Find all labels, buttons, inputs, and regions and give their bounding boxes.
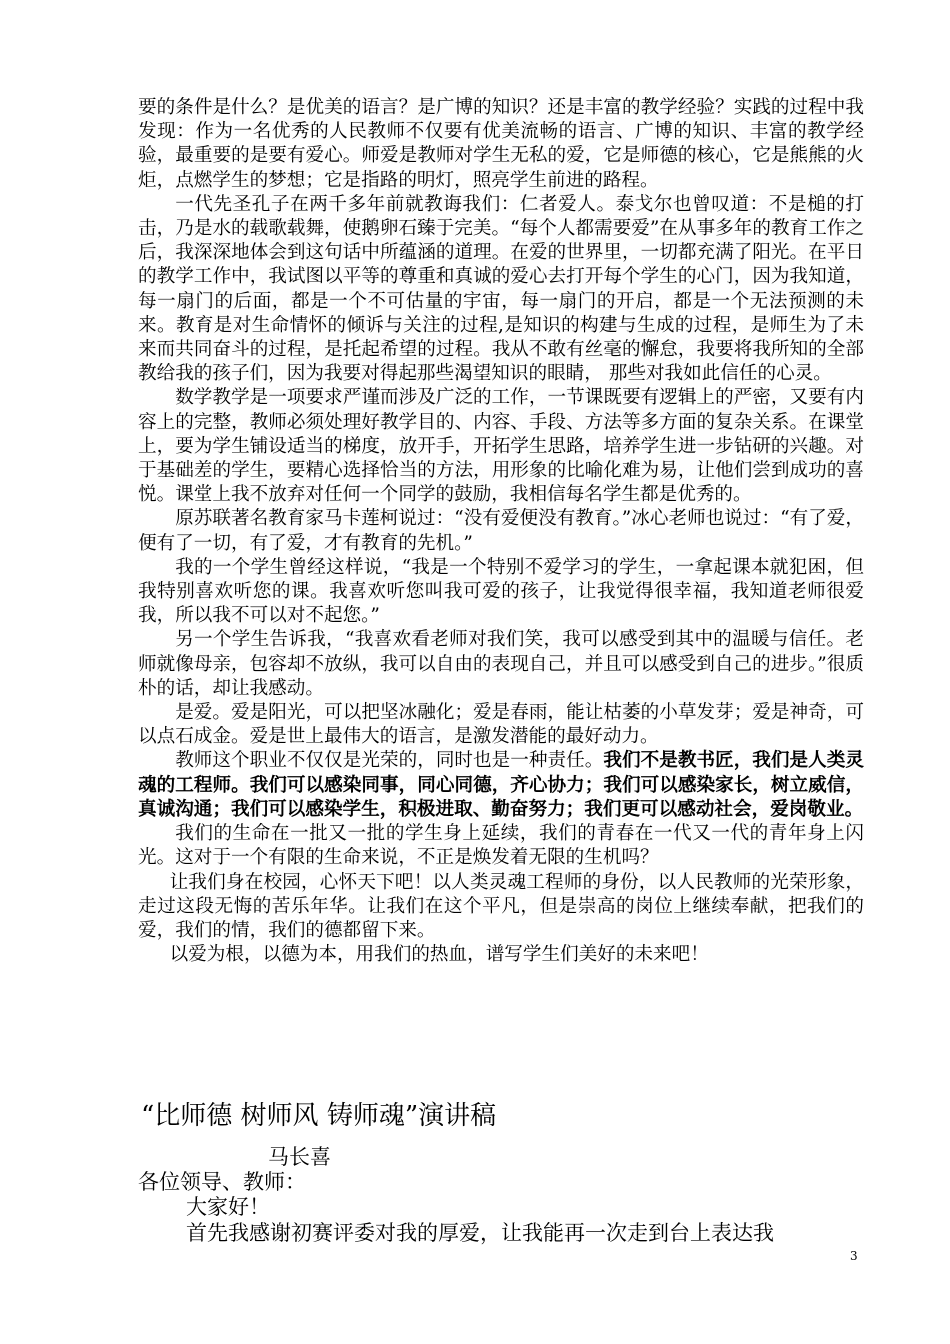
paragraph-8-plain: 教师这个职业不仅仅是光荣的，同时也是一种责任。 [175,750,604,772]
speech-salutation: 各位领导、教师： [138,1170,306,1194]
paragraph-2: 一代先圣孔子在两千多年前就教诲我们：仁者爱人。泰戈尔也曾叹道：不是槌的打击，乃是水的载歌载舞，使鹅卵石臻于完美。“每个人都需要爱”在从事多年的教育工作之后，我深深地体会到这句话中所蕴涵的道理。在爱的世界里，一切都充满了阳光。在平日的教学工作中，我试图以平等的尊重和真诚的爱心去打开每个学生的心门，因为我知道，每一扇门的后面，都是一个不可估量的宇宙，每一扇门的开启，都是一个无法预测的未来。教育是对生命情怀的倾诉与关注的过程,是知识的构建与生成的过程，是师生为了未来而共同奋斗的过程，是托起希望的过程。我从不敢有丝毫的懈怠，我要将我所知的全部教给我的孩子们，因为我要对得起那些渴望知识的眼睛， 那些对我如此信任的心灵。 [138,193,864,385]
speech-opening-line: 首先我感谢初赛评委对我的厚爱，让我能再一次走到台上表达我 [186,1221,774,1245]
speech-title: “比师德 树师风 铸师魂”演讲稿 [141,1101,497,1131]
paragraph-8 [138,749,864,822]
paragraph-11: 以爱为根，以德为本，用我们的热血，谱写学生们美好的未来吧！ [169,944,709,966]
paragraph-5: 我的一个学生曾经这样说，“我是一个特别不爱学习的学生，一拿起课本就犯困，但我特别喜欢听您的课。我喜欢听您叫我可爱的孩子，让我觉得很幸福，我知道老师很爱我，所以我不可以对不起您。” [138,556,864,627]
paragraph-1: 要的条件是什么？是优美的语言？是广博的知识？还是丰富的教学经验？实践的过程中我发现：作为一名优秀的人民教师不仅要有优美流畅的语言、广博的知识、丰富的教学经验，最重要的是要有爱心。师爱是教师对学生无私的爱，它是师德的核心，它是熊熊的火炬，点燃学生的梦想；它是指路的明灯，照亮学生前进的路程。 [138,97,864,191]
body-text [138,96,864,967]
paragraph-9: 我们的生命在一批又一批的学生身上延续，我们的青春在一代又一代的青年身上闪光。这对于一个有限的生命来说，不正是焕发着无限的生机吗？ [138,823,864,869]
paragraph-6: 另一个学生告诉我，“我喜欢看老师对我们笑，我可以感受到其中的温暖与信任。老师就像母亲，包容却不放纵，我可以自由的表现自己，并且可以感受到自己的进步。”很质朴的话，却让我感动。 [138,629,864,699]
paragraph-8-bold: 我们不是教书匠，我们是人类灵魂的工程师。我们可以感染同事，同心同德，齐心协力；我们可以感染家长，树立威信，真诚沟通；我们可以感染学生，积极进取、勤奋努力；我们更可以感动社会，爱岗敬业。 [138,750,864,820]
speech-greeting: 大家好！ [186,1195,270,1219]
page-number: 3 [850,1249,858,1263]
paragraph-3: 数学教学是一项要求严谨而涉及广泛的工作，一节课既要有逻辑上的严密，又要有内容上的完整，教师必须处理好教学目的、内容、手段、方法等多方面的复杂关系。在课堂上，要为学生铺设适当的梯度，放开手，开拓学生思路，培养学生进一步钻研的兴趣。对于基础差的学生，要精心选择恰当的方法，用形象的比喻化难为易，让他们尝到成功的喜悦。课堂上我不放弃对任何一个同学的鼓励，我相信每名学生都是优秀的。 [138,387,864,506]
speech-author: 马长喜 [268,1145,331,1169]
paragraph-10: 让我们身在校园，心怀天下吧！以人类灵魂工程师的身份，以人民教师的光荣形象，走过这段无悔的苦乐年华。让我们在这个平凡，但是崇高的岗位上继续奉献，把我们的爱，我们的情，我们的德都留下来。 [138,871,864,941]
paragraph-7: 是爱。爱是阳光，可以把坚冰融化；爱是春雨，能让枯萎的小草发芽；爱是神奇，可以点石成金。爱是世上最伟大的语言，是激发潜能的最好动力。 [138,702,864,748]
paragraph-4: 原苏联著名教育家马卡莲柯说过：“没有爱便没有教育。”冰心老师也说过：“有了爱，便有了一切，有了爱，才有教育的先机。” [138,508,864,554]
